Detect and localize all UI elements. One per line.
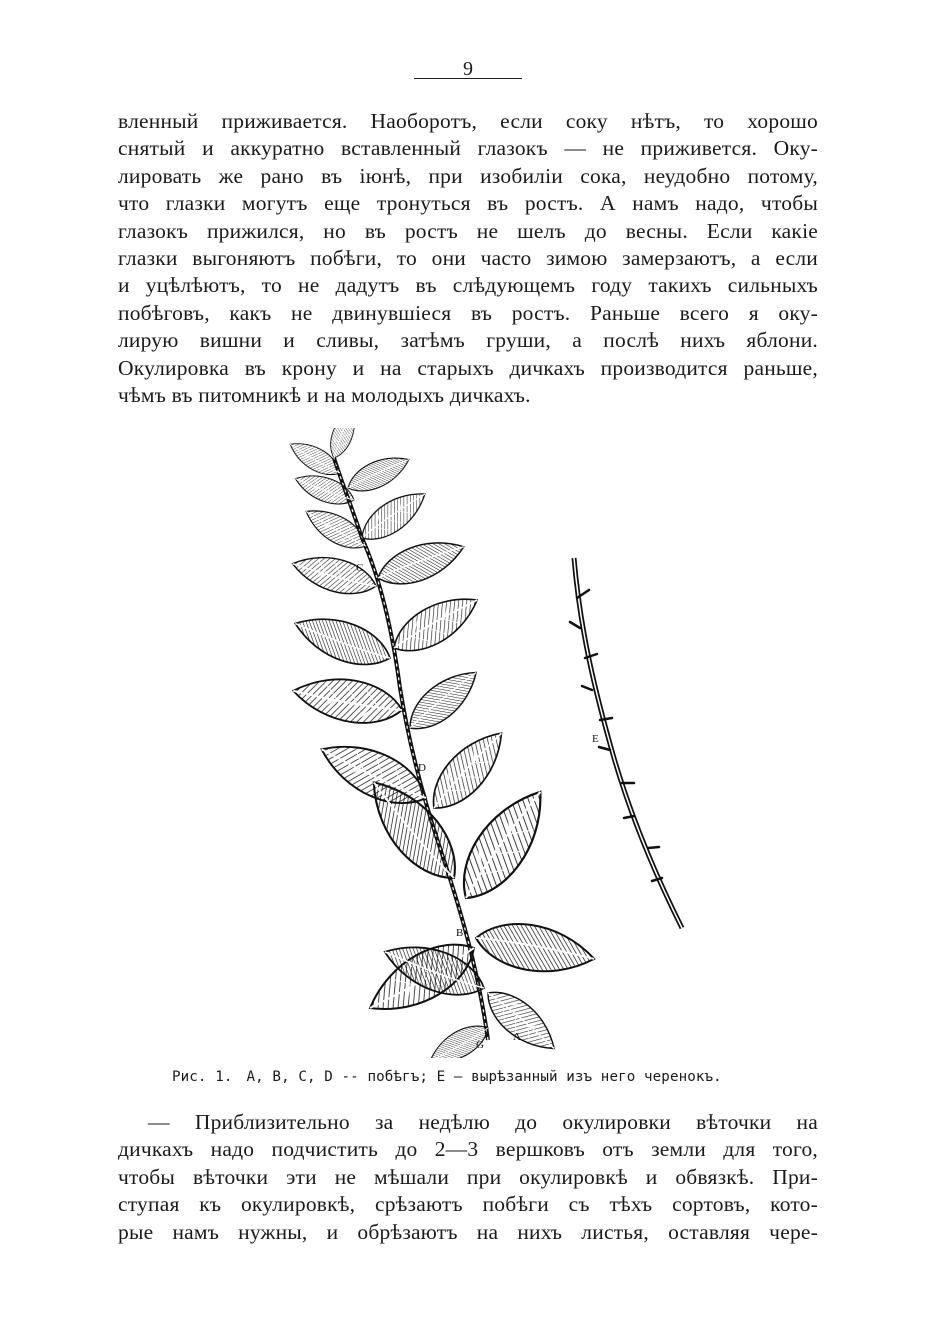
caption-prefix: Рис. 1.	[172, 1069, 233, 1085]
branch-illustration	[230, 428, 710, 1058]
figure-caption	[172, 1068, 772, 1086]
text-line: чѣмъ въ питомникѣ и на молодыхъ дичкахъ.	[118, 383, 531, 408]
text-line: глазки выгоняютъ побѣги, то они часто зимою замерзаютъ, а если	[118, 246, 818, 271]
page-number-rule	[414, 78, 522, 79]
label-a: A	[513, 1031, 521, 1043]
paragraph-1	[118, 108, 818, 409]
label-e: E	[592, 733, 599, 745]
text-line: лирую вишни и сливы, затѣмъ груши, а послѣ нихъ яблони.	[118, 328, 818, 353]
page-number: 9	[463, 58, 473, 80]
text-line: Окулировка въ крону и на старыхъ дичкахъ производится раньше,	[118, 355, 818, 380]
label-c: C	[356, 562, 364, 574]
text-line: побѣговъ, какъ не двинувшіеся въ ростъ. Раньше всего я оку-	[118, 300, 818, 325]
text-line: вленный приживается. Наоборотъ, если соку нѣтъ, то хорошо	[118, 109, 818, 133]
text-line: глазокъ прижился, но въ ростъ не шелъ до весны. Если какіе	[118, 218, 818, 243]
caption-text: А, В, С, D -- побѣгъ; Е — вырѣзанный изъ него черенокъ.	[246, 1069, 722, 1085]
text-line: и уцѣлѣютъ, то не дадутъ въ слѣдующемъ году такихъ сильныхъ	[118, 273, 818, 298]
text-line: дичкахъ надо подчистить до 2—3 вершковъ отъ земли для того,	[118, 1137, 818, 1162]
text-line: ступая къ окулировкѣ, срѣзаютъ побѣги съ тѣхъ сортовъ, кото-	[118, 1192, 818, 1217]
paragraph-2	[118, 1109, 818, 1246]
text-line: лировать же рано въ іюнѣ, при изобиліи сока, неудобно потому,	[118, 163, 818, 188]
leafy-shoot	[285, 428, 598, 1058]
text-line: что глазки могутъ еще тронуться въ ростъ. А намъ надо, чтобы	[118, 191, 818, 216]
text-line: рые намъ нужны, и обрѣзаютъ на нихъ листья, оставляя чере-	[118, 1219, 818, 1244]
label-g: G	[476, 1039, 484, 1051]
label-d: D	[418, 762, 426, 774]
label-b: B	[456, 927, 464, 939]
text-line: чтобы вѣточки эти не мѣшали при окулировкѣ и обвязкѣ. При-	[118, 1164, 818, 1189]
text-line: снятый и аккуратно вставленный глазокъ — не приживется. Оку-	[118, 136, 818, 161]
cutting-twig	[570, 558, 682, 928]
text-line: — Приблизительно за недѣлю до окулировки вѣточки на	[148, 1110, 818, 1134]
